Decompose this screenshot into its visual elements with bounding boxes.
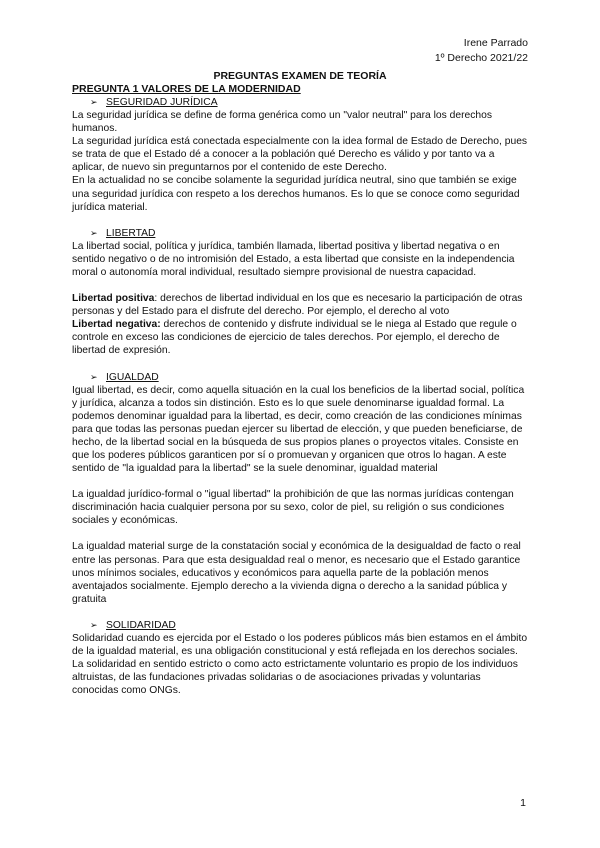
paragraph: Solidaridad cuando es ejercida por el Estado o los poderes públicos más bien estamos en el ámbito de la igualdad material, es una obligación constitucional y está reflejada en los derechos sociales. La solidaridad en sentido estricto o como acto estrictamente voluntario es propio de los individuos altruistas, de las fundaciones privadas solidarias o de asociaciones privadas y voluntarias conocidas como ONGs. (72, 632, 528, 697)
course-year: 1º Derecho 2021/22 (434, 52, 528, 64)
question-title: PREGUNTA 1 VALORES DE LA MODERNIDAD (72, 83, 301, 95)
paragraph: La seguridad jurídica se define de forma genérica como un "valor neutral" para los derechos humanos. (72, 110, 493, 135)
arrow-bullet-icon: ➢ (90, 371, 98, 382)
definition-text: derechos de contenido y disfrute individual se le niega al Estado que regule o controle en exceso las condiciones de ejercicio de tales derechos. Por ejemplo, el derecho de libertad de expresión. (72, 319, 517, 357)
arrow-bullet-icon: ➢ (90, 227, 98, 238)
paragraph: Igual libertad, es decir, como aquella situación en la cual los beneficios de la libertad social, política y jurídica, alcanza a todos sin distinción. Esto es lo que suele denominarse igualdad formal. La podemos denominar igualdad para la libertad, es decir, como creación de las condiciones mínimas para que todas las personas puedan ejercer su libertad de elección, y que pueden beneficiarse, de hecho, de la libertad social en la búsqueda de sus propios planes o proyectos vitales. Consiste en que los poderes públicos garanticen por sí o promuevan y organicen que otros lo hagan. A este sentido de "la igualdad para la libertad" se la suele denominar, igualdad material (72, 384, 525, 475)
section-heading-libertad (72, 227, 528, 240)
section-heading-igualdad (72, 371, 528, 384)
page-header (435, 36, 528, 66)
section-label: SEGURIDAD JURÍDICA (106, 97, 218, 108)
paragraph: La igualdad jurídico-formal o "igual libertad" la prohibición de que las normas jurídicas contengan discriminación hacia cualquier persona por su sexo, color de piel, su religión o sus condiciones sociales y económicas. (72, 489, 514, 527)
section-label: LIBERTAD (106, 227, 156, 239)
paragraph: La libertad social, política y jurídica, también llamada, libertad positiva y libertad negativa o en sentido negativo o de no intromisión del Estado, a esta libertad que consiste en la independencia moral o autonomía moral individual, resultado siempre provisional de nuestra capacidad. (72, 240, 515, 278)
document-body (72, 70, 528, 697)
definition-text: : derechos de libertad individual en los que es necesario la participación de otras personas y del Estado para el disfrute del derecho. Por ejemplo, el derecho al voto (72, 293, 523, 318)
arrow-bullet-icon: ➢ (90, 97, 98, 107)
section-heading-solidaridad (72, 619, 528, 632)
page-number: 1 (520, 797, 526, 809)
author-name: Irene Parrado (463, 37, 528, 49)
paragraph: En la actualidad no se concibe solamente la seguridad jurídica neutral, sino que también se exige una seguridad jurídica con respeto a los derechos humanos. Es lo que se conoce como seguridad jurídica material. (72, 175, 520, 213)
arrow-bullet-icon: ➢ (90, 619, 98, 630)
section-heading-seguridad (72, 96, 528, 109)
term-libertad-negativa: Libertad negativa: (72, 319, 161, 331)
paragraph: La seguridad jurídica está conectada especialmente con la idea formal de Estado de Derecho, pues se trata de que el Estado dé a conocer a la población qué Derecho es válido y por tanto va a aplicar, de nuevo sin preguntarnos por el contenido de este Derecho. (72, 136, 528, 174)
section-label: IGUALDAD (106, 371, 159, 383)
section-label: SOLIDARIDAD (106, 619, 176, 631)
paragraph-libertad-positiva (72, 292, 528, 318)
term-libertad-positiva: Libertad positiva (72, 293, 155, 305)
paragraph-libertad-negativa (72, 318, 528, 357)
paragraph: La igualdad material surge de la constatación social y económica de la desigualdad de facto o real entre las personas. Para que esta desigualdad real o menor, es necesario que el Estado garantice unos mínimos sociales, educativos y económicos para aquella parte de la población menos aventajados socialmente. Ejemplo derecho a la vivienda digna o derecho a la sanidad pública y gratuita (72, 541, 521, 605)
document-title: PREGUNTAS EXAMEN DE TEORÍA (213, 70, 387, 82)
